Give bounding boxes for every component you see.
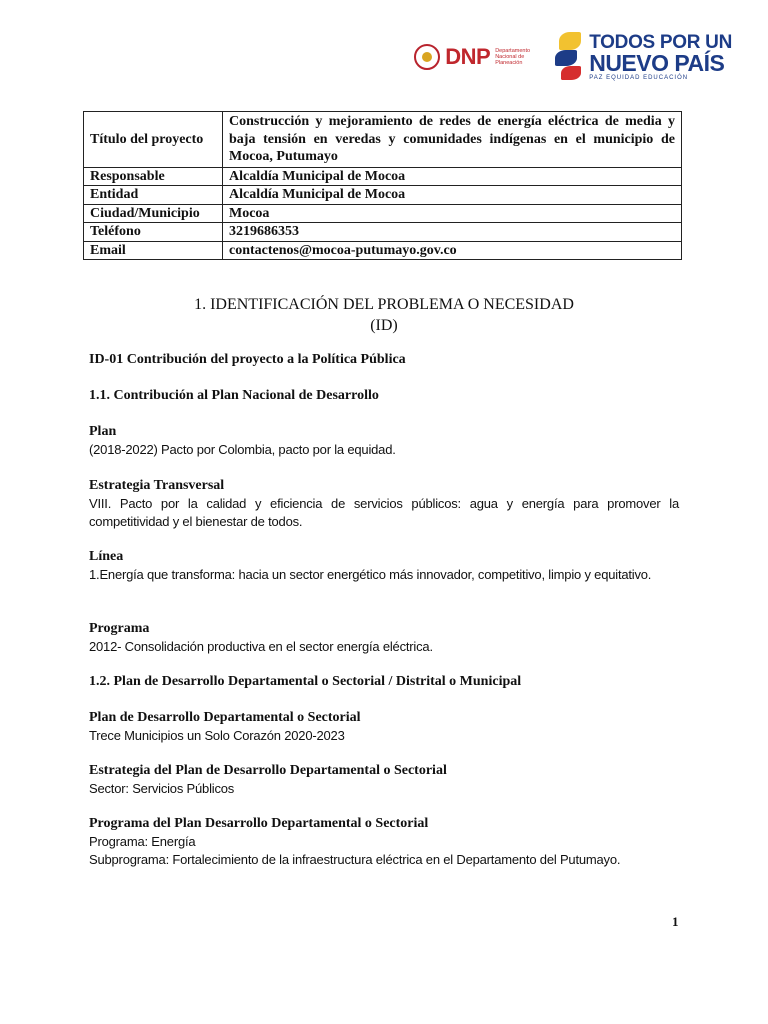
id01-heading: ID-01 Contribución del proyecto a la Política Pública (89, 352, 406, 367)
dnp-logo (414, 44, 529, 70)
todos-por-un-nuevo-pais-logo (555, 28, 732, 86)
dnp-logo-text: DNP (445, 44, 491, 69)
table-row (84, 204, 682, 223)
programa-pdd-label: Programa del Plan Desarrollo Departamental o Sectorial (89, 816, 429, 831)
estrategia-pdd-label: Estrategia del Plan de Desarrollo Departamental o Sectorial (89, 763, 447, 778)
subsection-1-1-heading: 1.1. Contribución al Plan Nacional de Desarrollo (89, 388, 379, 403)
estrategia-label: Estrategia Transversal (89, 478, 225, 493)
section-heading-line-2: (ID) (370, 317, 398, 334)
programa-pdd-value-2: Subprograma: Fortalecimiento de la infraestructura eléctrica en el Departamento del Putumayo. (89, 852, 621, 867)
row-value: 3219686353 (223, 223, 682, 242)
table-row (84, 223, 682, 242)
page-number: 1 (672, 914, 679, 929)
row-label: Responsable (84, 167, 223, 186)
row-label: Título del proyecto (84, 112, 223, 168)
page-header (414, 22, 732, 92)
section-heading (89, 294, 679, 336)
estrategia-pdd-value: Sector: Servicios Públicos (89, 781, 235, 796)
project-info-table (83, 111, 682, 260)
row-value: contactenos@mocoa-putumayo.gov.co (223, 241, 682, 260)
row-label: Ciudad/Municipio (84, 204, 223, 223)
swoosh-icon (555, 28, 583, 86)
logo-line-3: PAZ EQUIDAD EDUCACIÓN (589, 75, 689, 81)
programa-pdd-value-1: Programa: Energía (89, 834, 196, 849)
programa-label: Programa (89, 621, 150, 636)
pdd-label: Plan de Desarrollo Departamental o Sectorial (89, 710, 361, 725)
table-row (84, 167, 682, 186)
row-label: Teléfono (84, 223, 223, 242)
table-row (84, 186, 682, 205)
programa-value: 2012- Consolidación productiva en el sector energía eléctrica. (89, 639, 433, 654)
row-value: Alcaldía Municipal de Mocoa (223, 167, 682, 186)
coat-of-arms-icon (414, 44, 440, 70)
subsection-1-2-heading: 1.2. Plan de Desarrollo Departamental o Sectorial / Distrital o Municipal (89, 674, 522, 689)
pdd-value: Trece Municipios un Solo Corazón 2020-2023 (89, 728, 345, 743)
linea-label: Línea (89, 549, 124, 564)
table-row (84, 112, 682, 168)
table-row (84, 241, 682, 260)
section-heading-line-1: 1. IDENTIFICACIÓN DEL PROBLEMA O NECESIDAD (194, 296, 574, 313)
row-value: Construcción y mejoramiento de redes de energía eléctrica de media y baja tensión en veredas y comunidades indígenas en el municipio de Mocoa, Putumayo (223, 112, 682, 168)
dnp-logo-subtitle: Departamento Nacional de Planeación (495, 48, 531, 66)
row-value: Alcaldía Municipal de Mocoa (223, 186, 682, 205)
plan-label: Plan (89, 424, 117, 439)
row-label: Entidad (84, 186, 223, 205)
logo-line-2: NUEVO PAÍS (589, 50, 725, 76)
row-value: Mocoa (223, 204, 682, 223)
logo-line-1: TODOS POR UN (589, 32, 732, 53)
linea-value: 1.Energía que transforma: hacia un sector energético más innovador, competitivo, limpio y equitativo. (89, 567, 652, 582)
estrategia-value: VIII. Pacto por la calidad y eficiencia de servicios públicos: agua y energía para promover la competitividad y el bienestar de todos. (89, 496, 679, 529)
plan-value: (2018-2022) Pacto por Colombia, pacto por la equidad. (89, 442, 396, 457)
row-label: Email (84, 241, 223, 260)
